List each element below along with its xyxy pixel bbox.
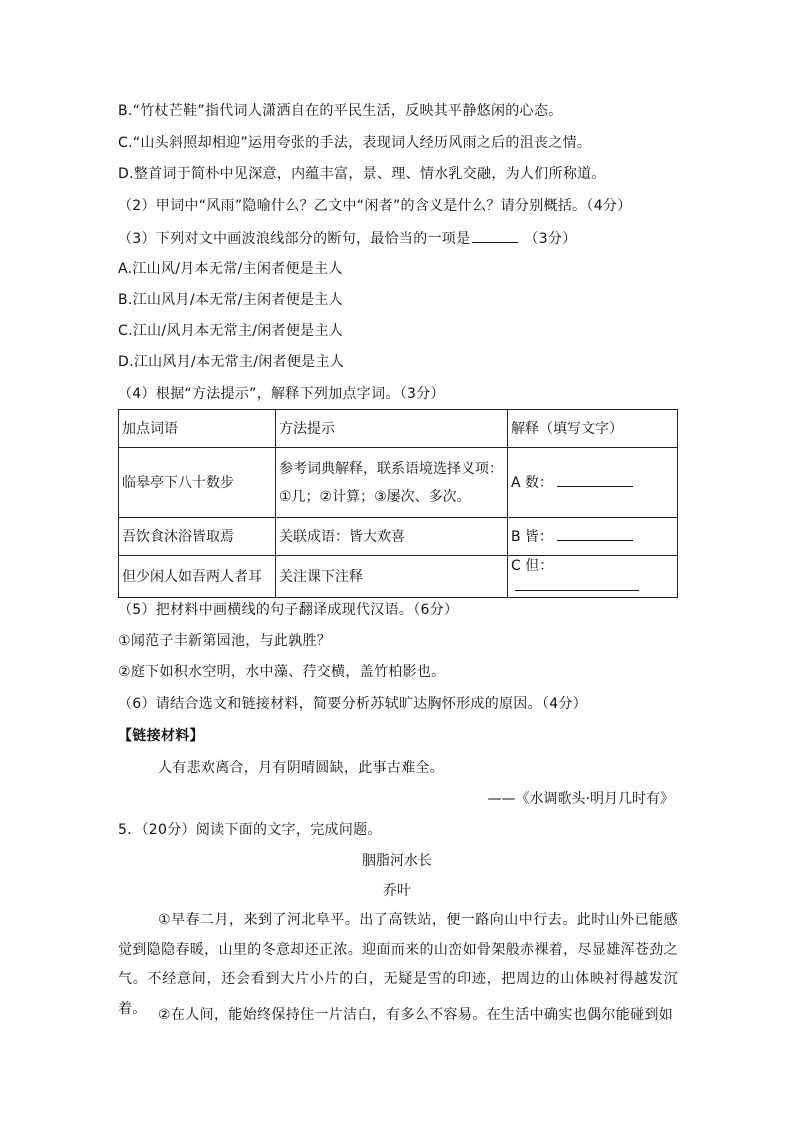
question-3 bbox=[118, 228, 577, 249]
paragraph-2: ②在人间，能始终保持住一片洁白，有多么不容易。在生活中确实也偶尔能碰到如 bbox=[158, 1007, 674, 1023]
paragraph-1: ①早春二月，来到了河北阜平。出了高铁站，便一路向山中行去。此时山外已能感觉到隐隐春暖，山里的冬意却还正浓。迎面而来的山峦如骨架般赤裸着，尽显雄浑苍劲之气。不经意间，还会看到大片小片的白，无疑是雪的印迹，把周边的山体映衬得越发沉着。 bbox=[118, 912, 678, 1017]
q3-option-a: A.江山风/月本无常/主闲者便是主人 bbox=[118, 261, 343, 277]
answer-field[interactable] bbox=[557, 526, 633, 541]
question-5: （5）把材料中画横线的句子翻译成现代汉语。（6分） bbox=[118, 602, 459, 618]
option-c: C.“山头斜照却相迎”运用夸张的手法，表现词人经历风雨之后的沮丧之情。 bbox=[118, 135, 592, 151]
vocab-table bbox=[118, 409, 678, 598]
article-author: 乔叶 bbox=[383, 883, 411, 899]
question-3-score: （3分） bbox=[524, 231, 577, 247]
question-3-text: （3）下列对文中画波浪线部分的断句，最恰当的一项是 bbox=[118, 231, 471, 247]
table-row bbox=[119, 556, 678, 598]
q3-option-c: C.江山/风月本无常主/闲者便是主人 bbox=[118, 323, 344, 339]
table-cell-hint: 关注课下注释 bbox=[276, 556, 508, 598]
table-header: 方法提示 bbox=[276, 410, 508, 448]
q3-option-d: D.江山风月/本无常主/闲者便是主人 bbox=[118, 354, 345, 370]
hint-line: ①几；②计算；③屡次、多次。 bbox=[279, 488, 471, 505]
answer-field[interactable] bbox=[557, 472, 633, 487]
table-cell-word: 但少闲人如吾两人者耳 bbox=[119, 556, 276, 598]
answer-label: B 皆： bbox=[511, 529, 554, 545]
option-b: B.“竹杖芒鞋”指代词人潇洒自在的平民生活，反映其平静悠闲的心态。 bbox=[118, 103, 563, 119]
table-header: 加点词语 bbox=[119, 410, 276, 448]
table-cell-answer bbox=[508, 556, 678, 598]
table-cell-word: 吾饮食沐浴皆取焉 bbox=[119, 518, 276, 556]
hint-line: 参考词典解释，联系语境选择义项： bbox=[279, 460, 503, 477]
article-title: 胭脂河水长 bbox=[362, 853, 432, 869]
table-cell-answer bbox=[508, 518, 678, 556]
q5-item-1: ①闻范子丰新第园池，与此孰胜？ bbox=[118, 633, 332, 649]
link-quote: 人有悲欢离合，月有阴晴圆缺，此事古难全。 bbox=[158, 760, 444, 776]
table-cell-word: 临皋亭下八十数步 bbox=[119, 448, 276, 518]
q3-option-b: B.江山风月/本无常/主闲者便是主人 bbox=[118, 292, 343, 308]
link-heading: 【链接材料】 bbox=[118, 728, 204, 744]
quote-source: ——《水调歌头·明月几时有》 bbox=[487, 791, 674, 807]
question-2: （2）甲词中“风雨”隐喻什么？乙文中“闲者”的含义是什么？请分别概括。（4分） bbox=[118, 198, 632, 214]
table-header-row bbox=[119, 410, 678, 448]
answer-field[interactable] bbox=[515, 576, 639, 591]
q5-item-2: ②庭下如积水空明，水中藻、荇交横，盖竹柏影也。 bbox=[118, 664, 446, 680]
table-header: 解释（填写文字） bbox=[508, 410, 678, 448]
option-d: D.整首词于简朴中见深意，内蕴丰富，景、理、情水乳交融，为人们所称道。 bbox=[118, 166, 606, 182]
answer-label: A 数： bbox=[511, 475, 554, 491]
question-4: （4）根据“方法提示”，解释下列加点字词。（3分） bbox=[118, 386, 445, 402]
table-row bbox=[119, 518, 678, 556]
table-cell-hint: 关联成语：皆大欢喜 bbox=[276, 518, 508, 556]
table-cell-answer bbox=[508, 448, 678, 518]
table-row bbox=[119, 448, 678, 518]
answer-blank[interactable] bbox=[472, 228, 518, 243]
section-5-prompt: 5．（20分）阅读下面的文字，完成问题。 bbox=[118, 822, 382, 838]
table-cell-hint bbox=[276, 448, 508, 518]
question-6: （6）请结合选文和链接材料，简要分析苏轼旷达胸怀形成的原因。（4分） bbox=[118, 696, 588, 712]
answer-label: C 但： bbox=[511, 558, 554, 574]
